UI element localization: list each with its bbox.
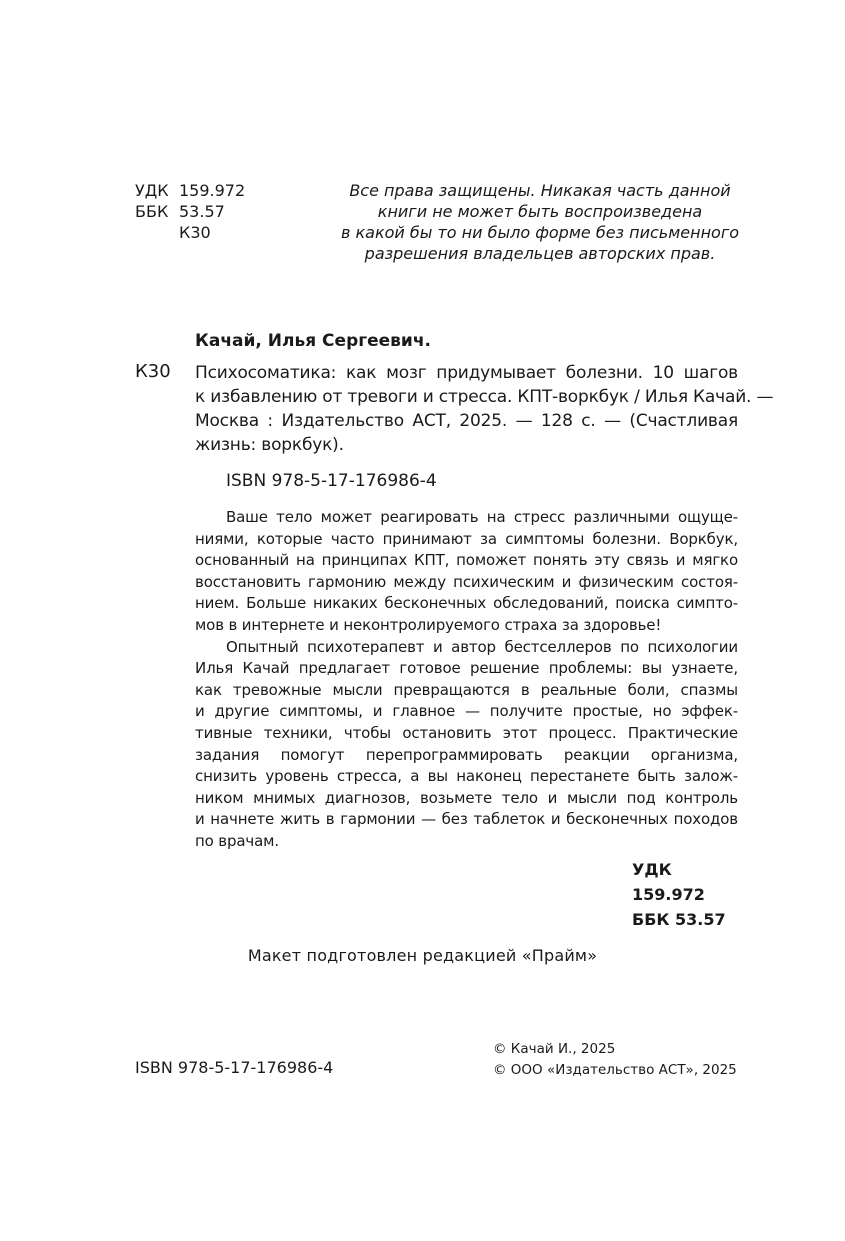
rights-line: Все права защищены. Никакая часть данной xyxy=(349,181,731,200)
copyright-line: © ООО «Издательство АСТ», 2025 xyxy=(493,1062,737,1078)
copyright-block xyxy=(493,1039,737,1081)
bib-line: жизнь: воркбук). xyxy=(195,435,344,455)
udk-bottom: УДК 159.972 xyxy=(632,860,705,904)
udk-value: 159.972 xyxy=(179,181,246,200)
bibliographic-description xyxy=(195,361,774,457)
annotation-line: снизить уровень стресса, а вы наконец перестанете быть залож- xyxy=(195,767,738,786)
author-mark-left: К30 xyxy=(135,361,171,382)
isbn-line: ISBN 978-5-17-176986-4 xyxy=(226,471,437,491)
rights-line: разрешения владельцев авторских прав. xyxy=(364,244,716,263)
annotation-line: тивные техники, чтобы остановить этот процесс. Практические xyxy=(195,723,738,742)
rights-notice xyxy=(340,180,740,264)
annotation-line: восстановить гармонию между психическим и физическим состоя- xyxy=(195,572,738,591)
udk-label: УДК xyxy=(135,181,169,200)
bib-line: Москва : Издательство АСТ, 2025. — 128 с. — (Счастливая xyxy=(195,411,738,431)
classification-block xyxy=(135,180,245,243)
rights-line: книги не может быть воспроизведена xyxy=(377,202,703,221)
rights-line: в какой бы то ни было форме без письменного xyxy=(340,223,740,242)
bib-line: Психосоматика: как мозг придумывает болезни. 10 шагов xyxy=(195,363,738,383)
annotation xyxy=(195,507,738,853)
annotation-line: и начнете жить в гармонии — без таблеток и бесконечных походов xyxy=(195,810,738,829)
annotation-line: ниями, которые часто принимают за симптомы болезни. Воркбук, xyxy=(195,529,738,548)
author-heading: Качай, Илья Сергеевич. xyxy=(195,331,431,351)
annotation-line: по врачам. xyxy=(195,831,279,850)
isbn-bottom: ISBN 978-5-17-176986-4 xyxy=(135,1058,334,1077)
annotation-line: мов в интернете и неконтролируемого страха за здоровье! xyxy=(195,615,662,634)
annotation-line: задания помогут перепрограммировать реакции организма, xyxy=(195,745,738,764)
annotation-line: основанный на принципах КПТ, поможет понять эту связь и мягко xyxy=(195,551,738,570)
author-mark: К30 xyxy=(179,223,211,242)
codes-bottom xyxy=(560,857,738,932)
annotation-line: ником мнимых диагнозов, возьмете тело и мысли под контроль xyxy=(195,788,738,807)
udk-row xyxy=(135,180,245,201)
annotation-line: Ваше тело может реагировать на стресс различными ощуще- xyxy=(226,508,738,526)
annotation-line: и другие симптомы, и главное — получите простые, но эффек- xyxy=(195,702,738,721)
bbk-bottom: ББК 53.57 xyxy=(632,910,726,929)
bib-line: к избавлению от тревоги и стресса. КПТ-воркбук / Илья Качай. — xyxy=(195,387,774,407)
prepared-by: Макет подготовлен редакцией «Прайм» xyxy=(247,946,598,965)
annotation-line: нием. Больше никаких бесконечных обследований, поиска симпто- xyxy=(195,594,738,613)
bbk-label: ББК xyxy=(135,202,169,221)
annotation-line: как тревожные мысли превращаются в реальные боли, спазмы xyxy=(195,680,738,699)
annotation-line: Илья Качай предлагает готовое решение проблемы: вы узнаете, xyxy=(195,659,738,678)
bbk-value: 53.57 xyxy=(179,202,225,221)
copyright-line: © Качай И., 2025 xyxy=(493,1041,616,1057)
annotation-line: Опытный психотерапевт и автор бестселлеров по психологии xyxy=(226,637,738,656)
bbk-row xyxy=(135,201,245,222)
author-mark-row xyxy=(135,222,245,243)
